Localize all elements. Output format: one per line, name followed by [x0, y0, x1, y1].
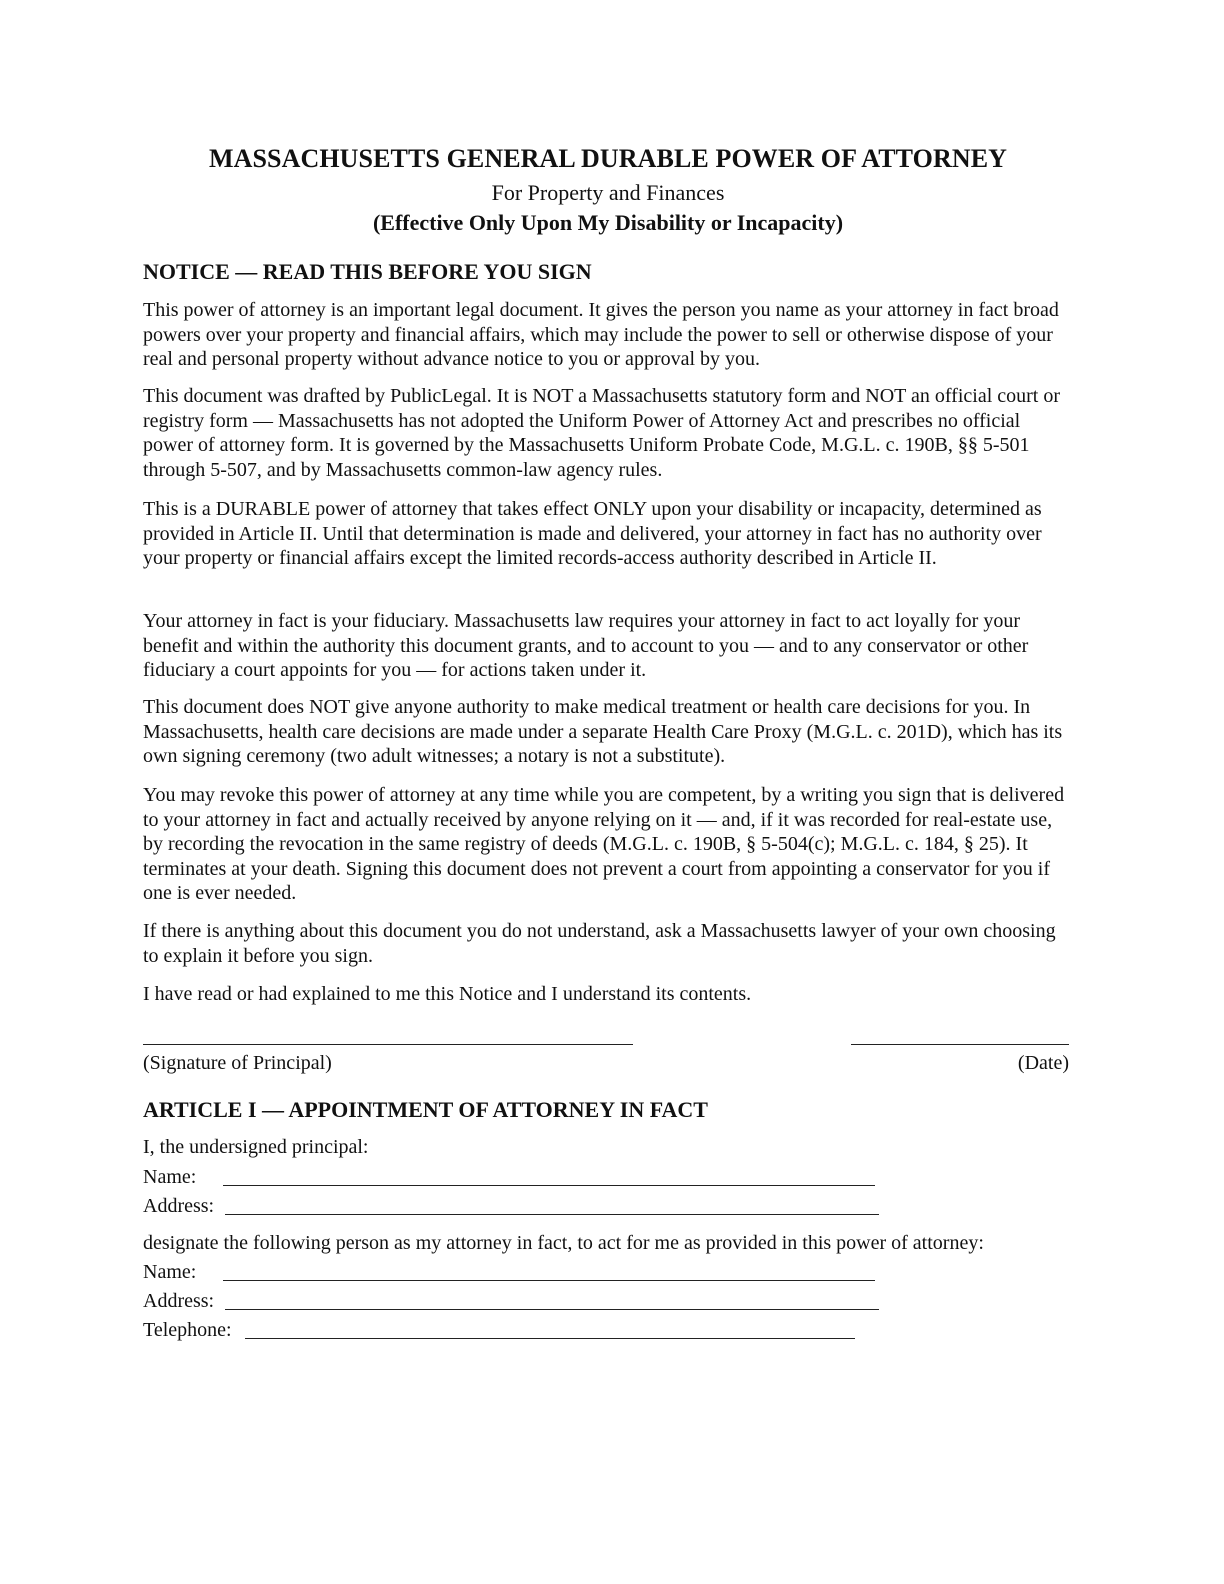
principal-name-line[interactable] [223, 1185, 875, 1186]
principal-address-label: Address: [143, 1195, 215, 1217]
agent-name-line[interactable] [223, 1280, 875, 1281]
notice-paragraph-3: This is a DURABLE power of attorney that takes effect ONLY upon your disability or incapacity, determined as provided in Article II. Until that determination is made and delivered, your attorney in fact has no authority over your property or financial affairs except the limited records-access authority described in Article II. [143, 498, 1042, 570]
notice-heading: NOTICE — READ THIS BEFORE YOU SIGN [143, 259, 592, 284]
notice-paragraph-7: If there is anything about this document you do not understand, ask a Massachusetts lawyer of your own choosing to explain it before you sign. [143, 920, 1056, 967]
agent-telephone-label: Telephone: [143, 1319, 232, 1341]
notice-paragraph-6: You may revoke this power of attorney at any time while you are competent, by a writing you sign that is delivered to your attorney in fact and actually received by anyone relying on it — and, if it was recorded for real-estate use, by recording the revocation in the same registry of deeds (M.G.L. c. 190B, § 5-504(c); M.G.L. c. 184, § 25). It terminates at your death. Signing this document does not prevent a court from appointing a conservator for you if one is ever needed. [143, 784, 1065, 905]
agent-name-label: Name: [143, 1261, 197, 1283]
notice-paragraph-4: Your attorney in fact is your fiduciary. Massachusetts law requires your attorney in fact to act loyally for your benefit and within the authority this document grants, and to account to you — and to any conservator or other fiduciary a court appoints for you — for actions taken under it. [143, 610, 1029, 682]
signature-label: (Signature of Principal) [143, 1052, 332, 1074]
notice-paragraph-1: This power of attorney is an important legal document. It gives the person you name as your attorney in fact broad powers over your property and financial affairs, which may include the power to sell or otherwise dispose of your real and personal property without advance notice to you or approval by you. [143, 299, 1059, 371]
principal-intro: I, the undersigned principal: [143, 1136, 369, 1158]
notice-paragraph-5: This document does NOT give anyone authority to make medical treatment or health care decisions for you. In Massachusetts, health care decisions are made under a separate Health Care Proxy (M.G.L. c. 201D), which has its own signing ceremony (two adult witnesses; a notary is not a substitute). [143, 696, 1063, 768]
article-1-heading: ARTICLE I — APPOINTMENT OF ATTORNEY IN FACT [143, 1097, 708, 1122]
agent-designation: designate the following person as my attorney in fact, to act for me as provided in this power of attorney: [143, 1232, 984, 1254]
principal-address-line[interactable] [225, 1214, 879, 1215]
document-effective-note: (Effective Only Upon My Disability or Incapacity) [372, 210, 844, 235]
notice-paragraph-2: This document was drafted by PublicLegal. It is NOT a Massachusetts statutory form and NOT an official court or registry form — Massachusetts has not adopted the Uniform Power of Attorney Act and prescribes no official power of attorney form. It is governed by the Massachusetts Uniform Probate Code, M.G.L. c. 190B, §§ 5-501 through 5-507, and by Massachusetts common-law agency rules. [143, 385, 1061, 481]
signature-line[interactable] [143, 1044, 633, 1045]
date-line[interactable] [851, 1044, 1069, 1045]
date-label: (Date) [1017, 1052, 1069, 1074]
agent-address-line[interactable] [225, 1309, 879, 1310]
agent-telephone-line[interactable] [245, 1338, 855, 1339]
principal-name-label: Name: [143, 1166, 197, 1188]
notice-acknowledgement: I have read or had explained to me this Notice and I understand its contents. [143, 983, 752, 1005]
document-subtitle: For Property and Finances [491, 180, 725, 205]
document-title: MASSACHUSETTS GENERAL DURABLE POWER OF ATTORNEY [208, 144, 1008, 173]
agent-address-label: Address: [143, 1290, 215, 1312]
